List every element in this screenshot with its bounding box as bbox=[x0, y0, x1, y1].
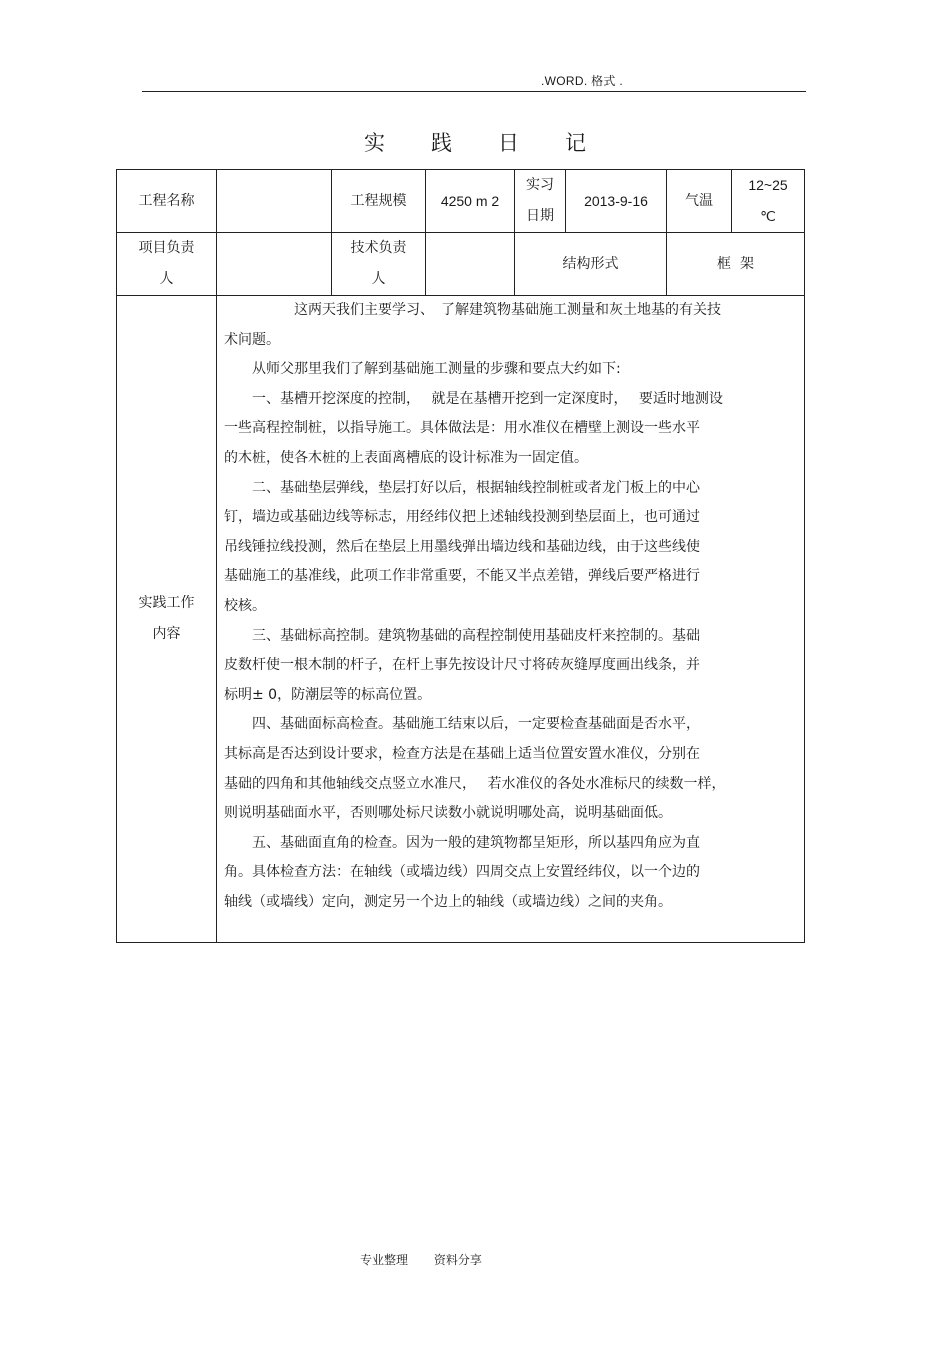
technical-lead-label-line-1: 技术负责 bbox=[350, 240, 407, 256]
date-label-line-1: 实习 bbox=[526, 177, 554, 193]
content-label bbox=[117, 296, 217, 943]
content-line: 四、基础面标高检查。基础施工结束以后，一定要检查基础面是否水平， bbox=[224, 716, 700, 733]
content-line: 一些高程控制桩，以指导施工。具体做法是：用水准仪在槽壁上测设一些水平 bbox=[224, 420, 700, 437]
project-manager-label bbox=[117, 233, 217, 296]
content-line: 从师父那里我们了解到基础施工测量的步骤和要点大约如下: bbox=[224, 361, 621, 378]
content-label-line-2: 内容 bbox=[152, 626, 181, 642]
temperature-unit: ℃ bbox=[760, 208, 776, 224]
footer-right-text: 资料分享 bbox=[433, 1253, 482, 1267]
content-line: 一、基槽开挖深度的控制， 就是在基槽开挖到一定深度时， 要适时地测设 bbox=[224, 390, 723, 407]
content-line: 则说明基础面水平，否则哪处标尺读数小就说明哪处高，说明基础面低。 bbox=[224, 805, 672, 822]
date-label-line-2: 日期 bbox=[526, 208, 554, 224]
page-footer bbox=[360, 1251, 482, 1268]
content-label-line-1: 实践工作 bbox=[138, 595, 195, 611]
content-line: 基础施工的基准线，此项工作非常重要，不能又半点差错，弹线后要严格进行 bbox=[224, 568, 700, 585]
content-line: 轴线（或墙线）定向，测定另一个边上的轴线（或墙边线）之间的夹角。 bbox=[224, 893, 672, 910]
project-manager-label-line-1: 项目负责 bbox=[138, 240, 195, 256]
table-row bbox=[117, 170, 805, 233]
temperature-label: 气温 bbox=[667, 170, 732, 233]
content-line: 标明± 0，防潮层等的标高位置。 bbox=[224, 686, 432, 703]
content-line: 三、基础标高控制。建筑物基础的高程控制使用基础皮杆来控制的。基础 bbox=[224, 627, 700, 644]
project-manager-value bbox=[217, 233, 332, 296]
scale-label: 工程规模 bbox=[332, 170, 426, 233]
project-name-label: 工程名称 bbox=[117, 170, 217, 233]
diary-table bbox=[116, 169, 805, 943]
date-value: 2013-9-16 bbox=[566, 170, 667, 233]
technical-lead-value bbox=[426, 233, 515, 296]
temperature-range: 12~25 bbox=[748, 177, 788, 193]
page-header: .WORD. 格式 . bbox=[541, 74, 623, 88]
content-line: 这两天我们主要学习、 了解建筑物基础施工测量和灰土地基的有关技 bbox=[224, 302, 721, 318]
content-line: 吊线锤拉线投测，然后在垫层上用墨线弹出墙边线和基础边线，由于这些线使 bbox=[224, 538, 700, 555]
date-label bbox=[515, 170, 566, 233]
technical-lead-label-line-2: 人 bbox=[371, 271, 386, 287]
table-row bbox=[117, 233, 805, 296]
content-line: 校核。 bbox=[224, 597, 266, 614]
content-line: 钉，墙边或基础边线等标志，用经纬仪把上述轴线投测到垫层面上，也可通过 bbox=[224, 509, 700, 526]
content-line: 角。具体检查方法：在轴线（或墙边线）四周交点上安置经纬仪，以一个边的 bbox=[224, 864, 700, 881]
header-rule bbox=[142, 91, 806, 92]
footer-left-text: 专业整理 bbox=[360, 1253, 409, 1267]
content-line: 二、基础垫层弹线，垫层打好以后，根据轴线控制桩或者龙门板上的中心 bbox=[224, 479, 700, 496]
table-row bbox=[117, 296, 805, 943]
content-line: 其标高是否达到设计要求，检查方法是在基础上适当位置安置水准仪，分别在 bbox=[224, 745, 700, 762]
structure-form-label: 结构形式 bbox=[515, 233, 667, 296]
content-line: 的木桩，使各木桩的上表面离槽底的设计标准为一固定值。 bbox=[224, 449, 588, 466]
content-line: 五、基础面直角的检查。因为一般的建筑物都呈矩形，所以基四角应为直 bbox=[224, 834, 700, 851]
content-line: 术问题。 bbox=[224, 331, 280, 348]
technical-lead-label bbox=[332, 233, 426, 296]
page-title: 实践日记 bbox=[364, 131, 632, 155]
scale-value: 4250 m 2 bbox=[426, 170, 515, 233]
project-name-value bbox=[217, 170, 332, 233]
structure-form-value: 框 架 bbox=[667, 233, 805, 296]
content-line: 基础的四角和其他轴线交点竖立水准尺， 若水准仪的各处水准标尺的续数一样， bbox=[224, 775, 726, 792]
content-text bbox=[217, 296, 805, 943]
project-manager-label-line-2: 人 bbox=[159, 271, 174, 287]
content-line: 皮数杆使一根木制的杆子，在杆上事先按设计尺寸将砖灰缝厚度画出线条，并 bbox=[224, 657, 700, 674]
temperature-value bbox=[732, 170, 805, 233]
